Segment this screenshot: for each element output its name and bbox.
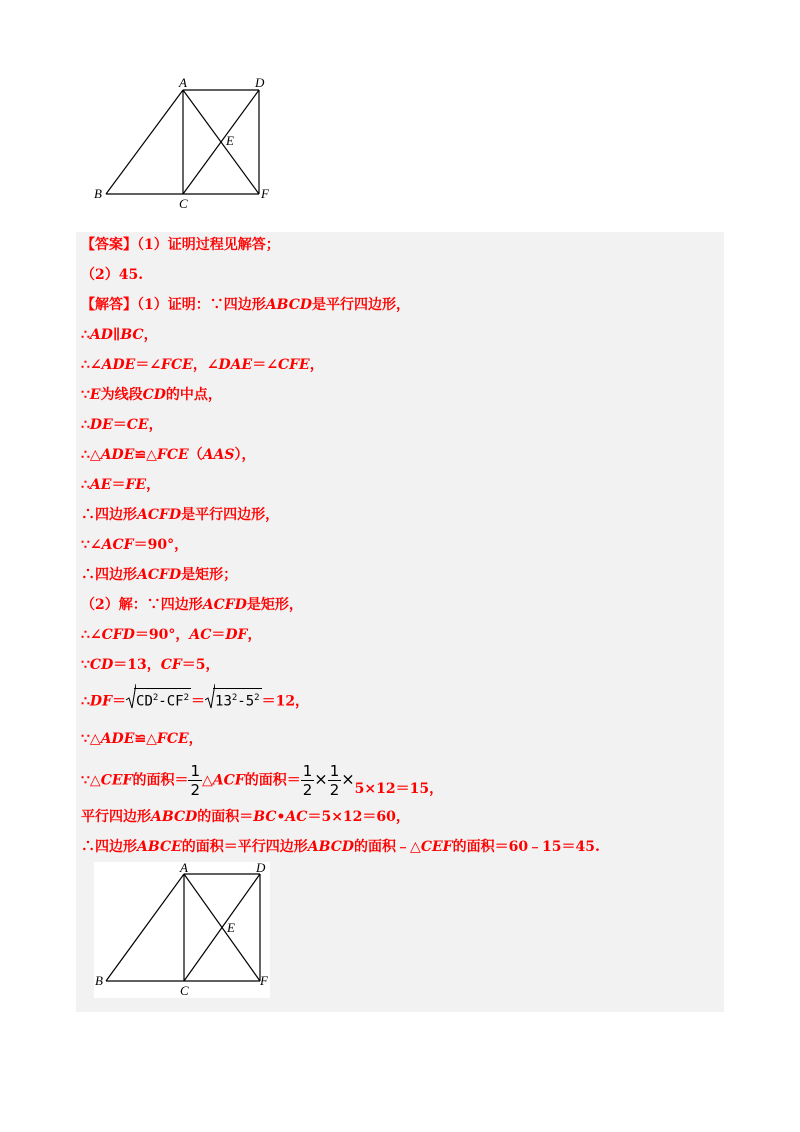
solution-line-11: ∵∠ACF＝90°， — [81, 537, 189, 553]
parallelogram-rectangle-diagram-repeat — [94, 862, 270, 998]
solution-line-3: 【解答】（1）证明：∵四边形ABCD是平行四边形， — [81, 297, 410, 313]
solution-line-12: ∴四边形ACFD是矩形； — [81, 567, 238, 583]
solution-line-8: ∴△ADE≌△FCE（AAS）， — [81, 447, 256, 463]
top-figure — [90, 74, 280, 214]
sqrt-expression-2: $13^2-5^2$ — [205, 690, 262, 713]
sqrt-expression-1: $CD^2-CF^2$ — [126, 690, 191, 713]
solution-line-13: （2）解：∵四边形ACFD是矩形， — [81, 597, 303, 613]
solution-line-5: ∴∠ADE＝∠FCE，∠DAE＝∠CFE， — [81, 357, 324, 373]
solution-line-14: ∴∠CFD＝90°，AC＝DF， — [81, 627, 262, 643]
label-d: D — [255, 75, 265, 90]
answer-line-1: 【答案】（1）证明过程见解答； — [81, 237, 280, 253]
solution-line-4: ∴AD∥BC， — [81, 327, 158, 343]
fraction-half-1: $\frac{1}{2}$ — [190, 762, 200, 799]
label-e: E — [227, 920, 235, 935]
solution-line-7: ∴DE＝CE， — [81, 417, 163, 433]
label-e: E — [226, 133, 234, 148]
fraction-half-2: $\frac{1}{2}$ — [302, 762, 313, 799]
solution-line-16: ∴DF＝ $CD^2-CF^2$ ＝ $13^2-5^2 =12$， — [81, 690, 309, 713]
label-a: A — [179, 75, 187, 90]
solution-line-20: ∴四边形ABCE的面积＝平行四边形ABCD的面积﹣△CEF的面积＝60﹣15＝45. — [81, 839, 600, 855]
bottom-figure — [94, 862, 270, 998]
label-b: B — [94, 186, 102, 201]
solution-line-19: 平行四边形ABCD的面积＝BC•AC＝5×12＝60， — [81, 809, 410, 825]
label-a: A — [180, 862, 188, 875]
solution-line-17: ∵△ADE≌△FCE， — [81, 731, 203, 747]
solution-line-6: ∵E为线段CD的中点， — [81, 387, 222, 403]
label-c: C — [179, 196, 188, 211]
solution-line-10: ∴四边形ACFD是平行四边形， — [81, 507, 280, 523]
segment-ba — [106, 90, 183, 194]
solution-line-18: ∵△CEF的面积＝ $\frac{1}{2}$ △ACF的面积＝ $\frac{1}{2}$ × $\frac{1}{2}$ ×5×12＝15， — [81, 762, 444, 799]
label-f: F — [261, 186, 269, 201]
fraction-half-3: $\frac{1}{2}$ — [329, 762, 340, 799]
segment-ba — [106, 874, 184, 981]
label-d: D — [256, 862, 266, 875]
solution-line-15: ∵CD＝13，CF＝5， — [81, 657, 220, 673]
label-c: C — [180, 983, 189, 998]
label-b: B — [95, 973, 103, 988]
answer-line-2: （2）45. — [81, 267, 144, 283]
label-f: F — [260, 973, 268, 988]
parallelogram-rectangle-diagram — [90, 74, 280, 214]
solution-line-9: ∴AE＝FE， — [81, 477, 161, 493]
